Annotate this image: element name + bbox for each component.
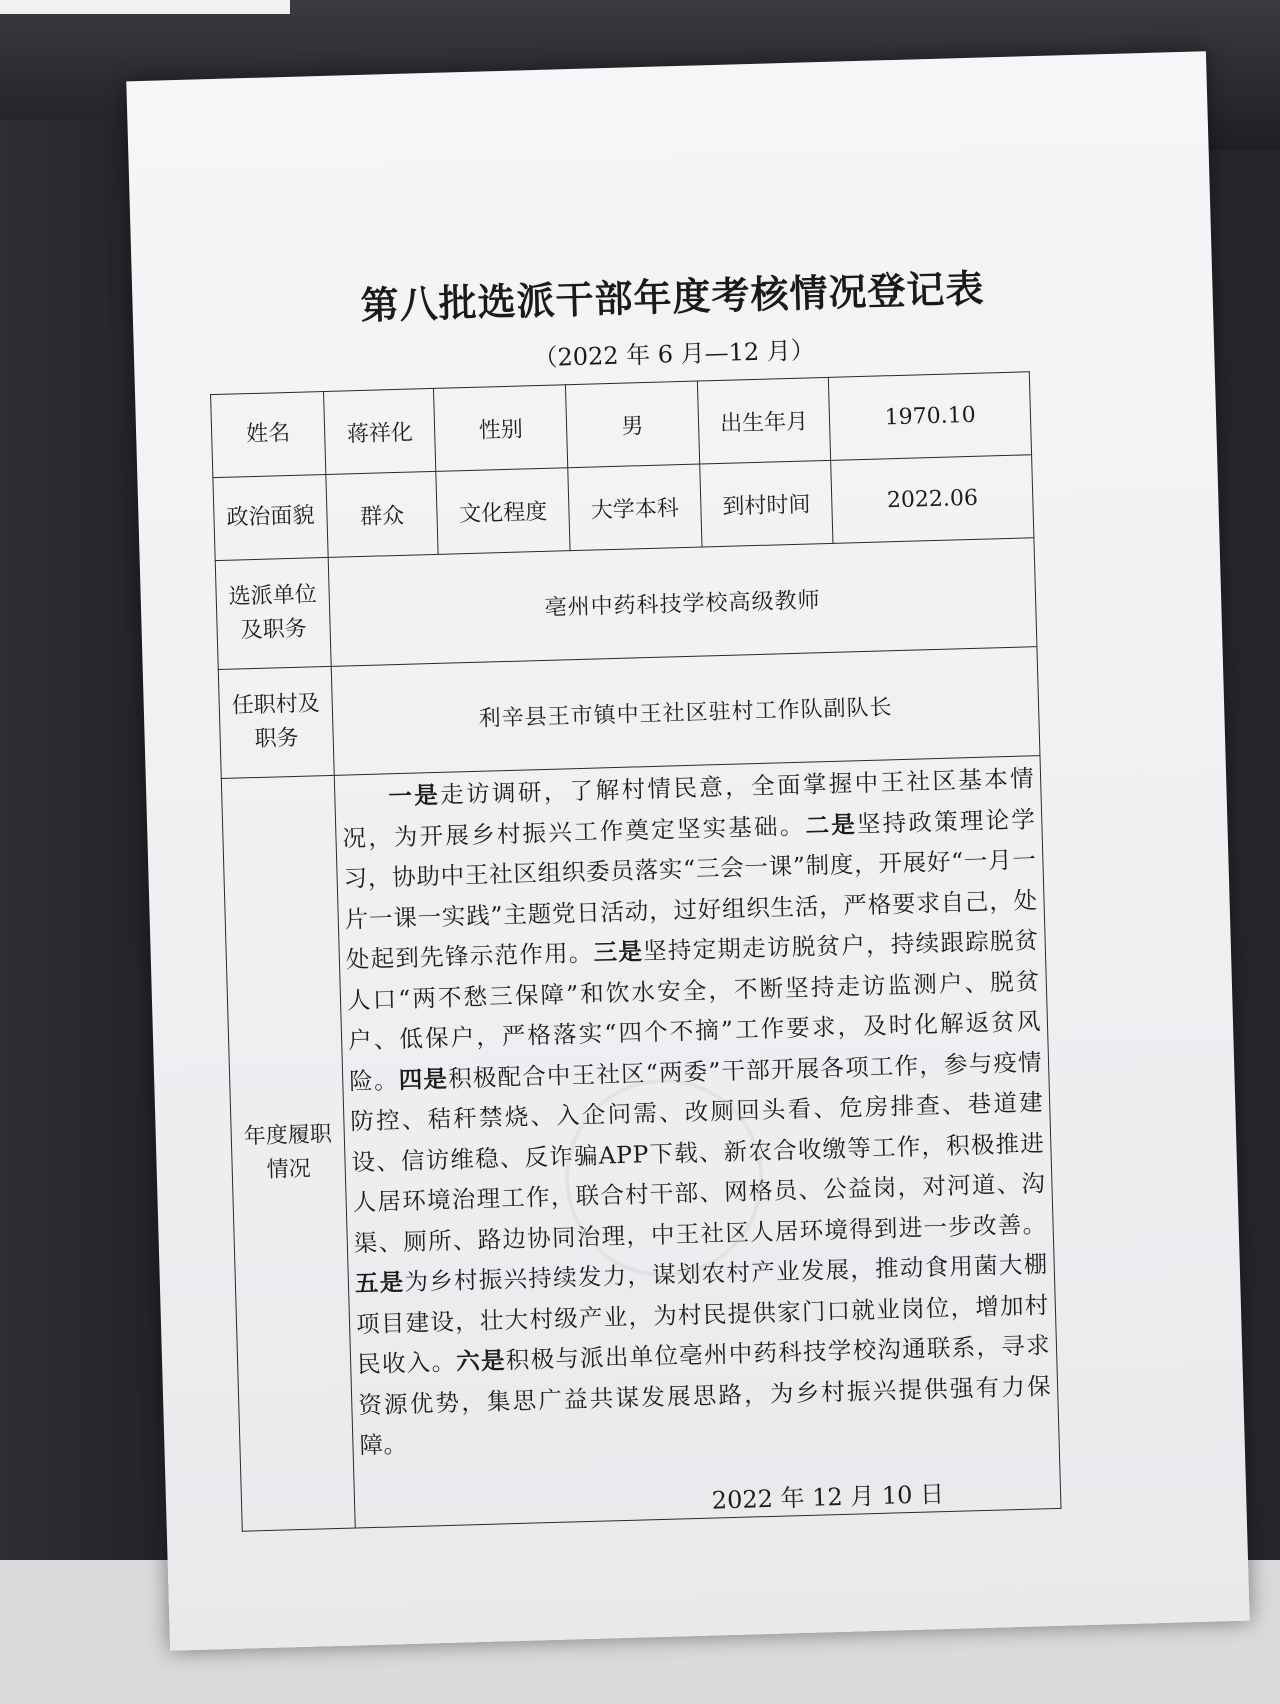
village-post-value: 利辛县王市镇中王社区驻村工作队副队长 xyxy=(331,647,1040,776)
form-title: 第八批选派干部年度考核情况登记表 xyxy=(359,265,986,328)
point-marker: 四是 xyxy=(398,1064,449,1094)
registration-form-paper xyxy=(126,51,1249,1651)
point-text: 为乡村振兴持续发力，谋划农村产业发展，推动食用菌大棚项目建设，壮大村级产业，为村民提供家门口就业岗位，增加村民收入。 xyxy=(355,1250,1050,1379)
annual-performance-cell xyxy=(334,756,1061,1528)
point-marker: 六是 xyxy=(455,1346,507,1376)
education-label: 文化程度 xyxy=(436,468,570,555)
politics-label: 政治面貌 xyxy=(213,474,328,560)
point-marker: 三是 xyxy=(593,937,644,967)
point-marker: 五是 xyxy=(354,1268,405,1298)
gender-value: 男 xyxy=(565,381,699,468)
dispatch-unit-value: 亳州中药科技学校高级教师 xyxy=(328,538,1037,667)
point-text: 坚持定期走访脱贫户，持续跟踪脱贫人口“两不愁三保障”和饮水安全，不断坚持走访监测户、脱贫户、低保户，严格落实“四个不摘”工作要求，及时化解返贫风险。 xyxy=(346,926,1042,1096)
gender-label: 性别 xyxy=(434,385,568,472)
dispatch-unit-label: 选派单位及职务 xyxy=(215,557,331,669)
politics-value: 群众 xyxy=(326,471,439,557)
birth-label: 出生年月 xyxy=(697,377,831,464)
point-marker: 二是 xyxy=(805,810,858,840)
birth-value: 1970.10 xyxy=(829,372,1032,461)
point-text: 走访调研，了解村情民意，全面掌握中王社区基本情况，为开展乡村振兴工作奠定坚实基础。 xyxy=(342,764,1035,853)
table-row xyxy=(221,756,1061,1532)
point-text: 积极配合中王社区“两委”干部开展各项工作，参与疫情防控、秸秆禁烧、入企问需、改厕回头看、危房排查、巷道建设、信访维稳、反诈骗APP下载、新农合收缴等工作，积极推进人居环境治理工作，联合村干部、网格员、公益岗，对河道、沟渠、厕所、路边协同治理，中王社区人居环境得到进一步改善。 xyxy=(350,1047,1047,1258)
point-marker: 一是 xyxy=(387,781,441,811)
form-period: （2022 年 6 月—12 月） xyxy=(533,336,816,373)
point-text: 积极与派出单位亳州中药科技学校沟通联系，寻求资源优势，集思广益共谋发展思路，为乡村振兴提供强有力保障。 xyxy=(357,1331,1052,1460)
arrival-label: 到村时间 xyxy=(699,460,833,547)
name-value: 蒋祥化 xyxy=(324,388,437,474)
arrival-value: 2022.06 xyxy=(831,455,1034,544)
annual-performance-label: 年度履职情况 xyxy=(221,775,355,1531)
signature-date: 2022 年 12 月 10 日 xyxy=(711,1479,945,1515)
name-label: 姓名 xyxy=(211,391,326,477)
village-post-label: 任职村及职务 xyxy=(218,666,334,778)
annual-performance-text xyxy=(341,759,1053,1467)
top-paper-edge xyxy=(0,0,290,14)
assessment-table xyxy=(210,371,1061,1531)
education-value: 大学本科 xyxy=(568,464,702,551)
point-text: 坚持政策理论学习，协助中王社区组织委员落实“三会一课”制度，开展好“一月一片一课一实践”主题党日活动，过好组织生活，严格要求自己，处处起到先锋示范作用。 xyxy=(343,805,1038,974)
